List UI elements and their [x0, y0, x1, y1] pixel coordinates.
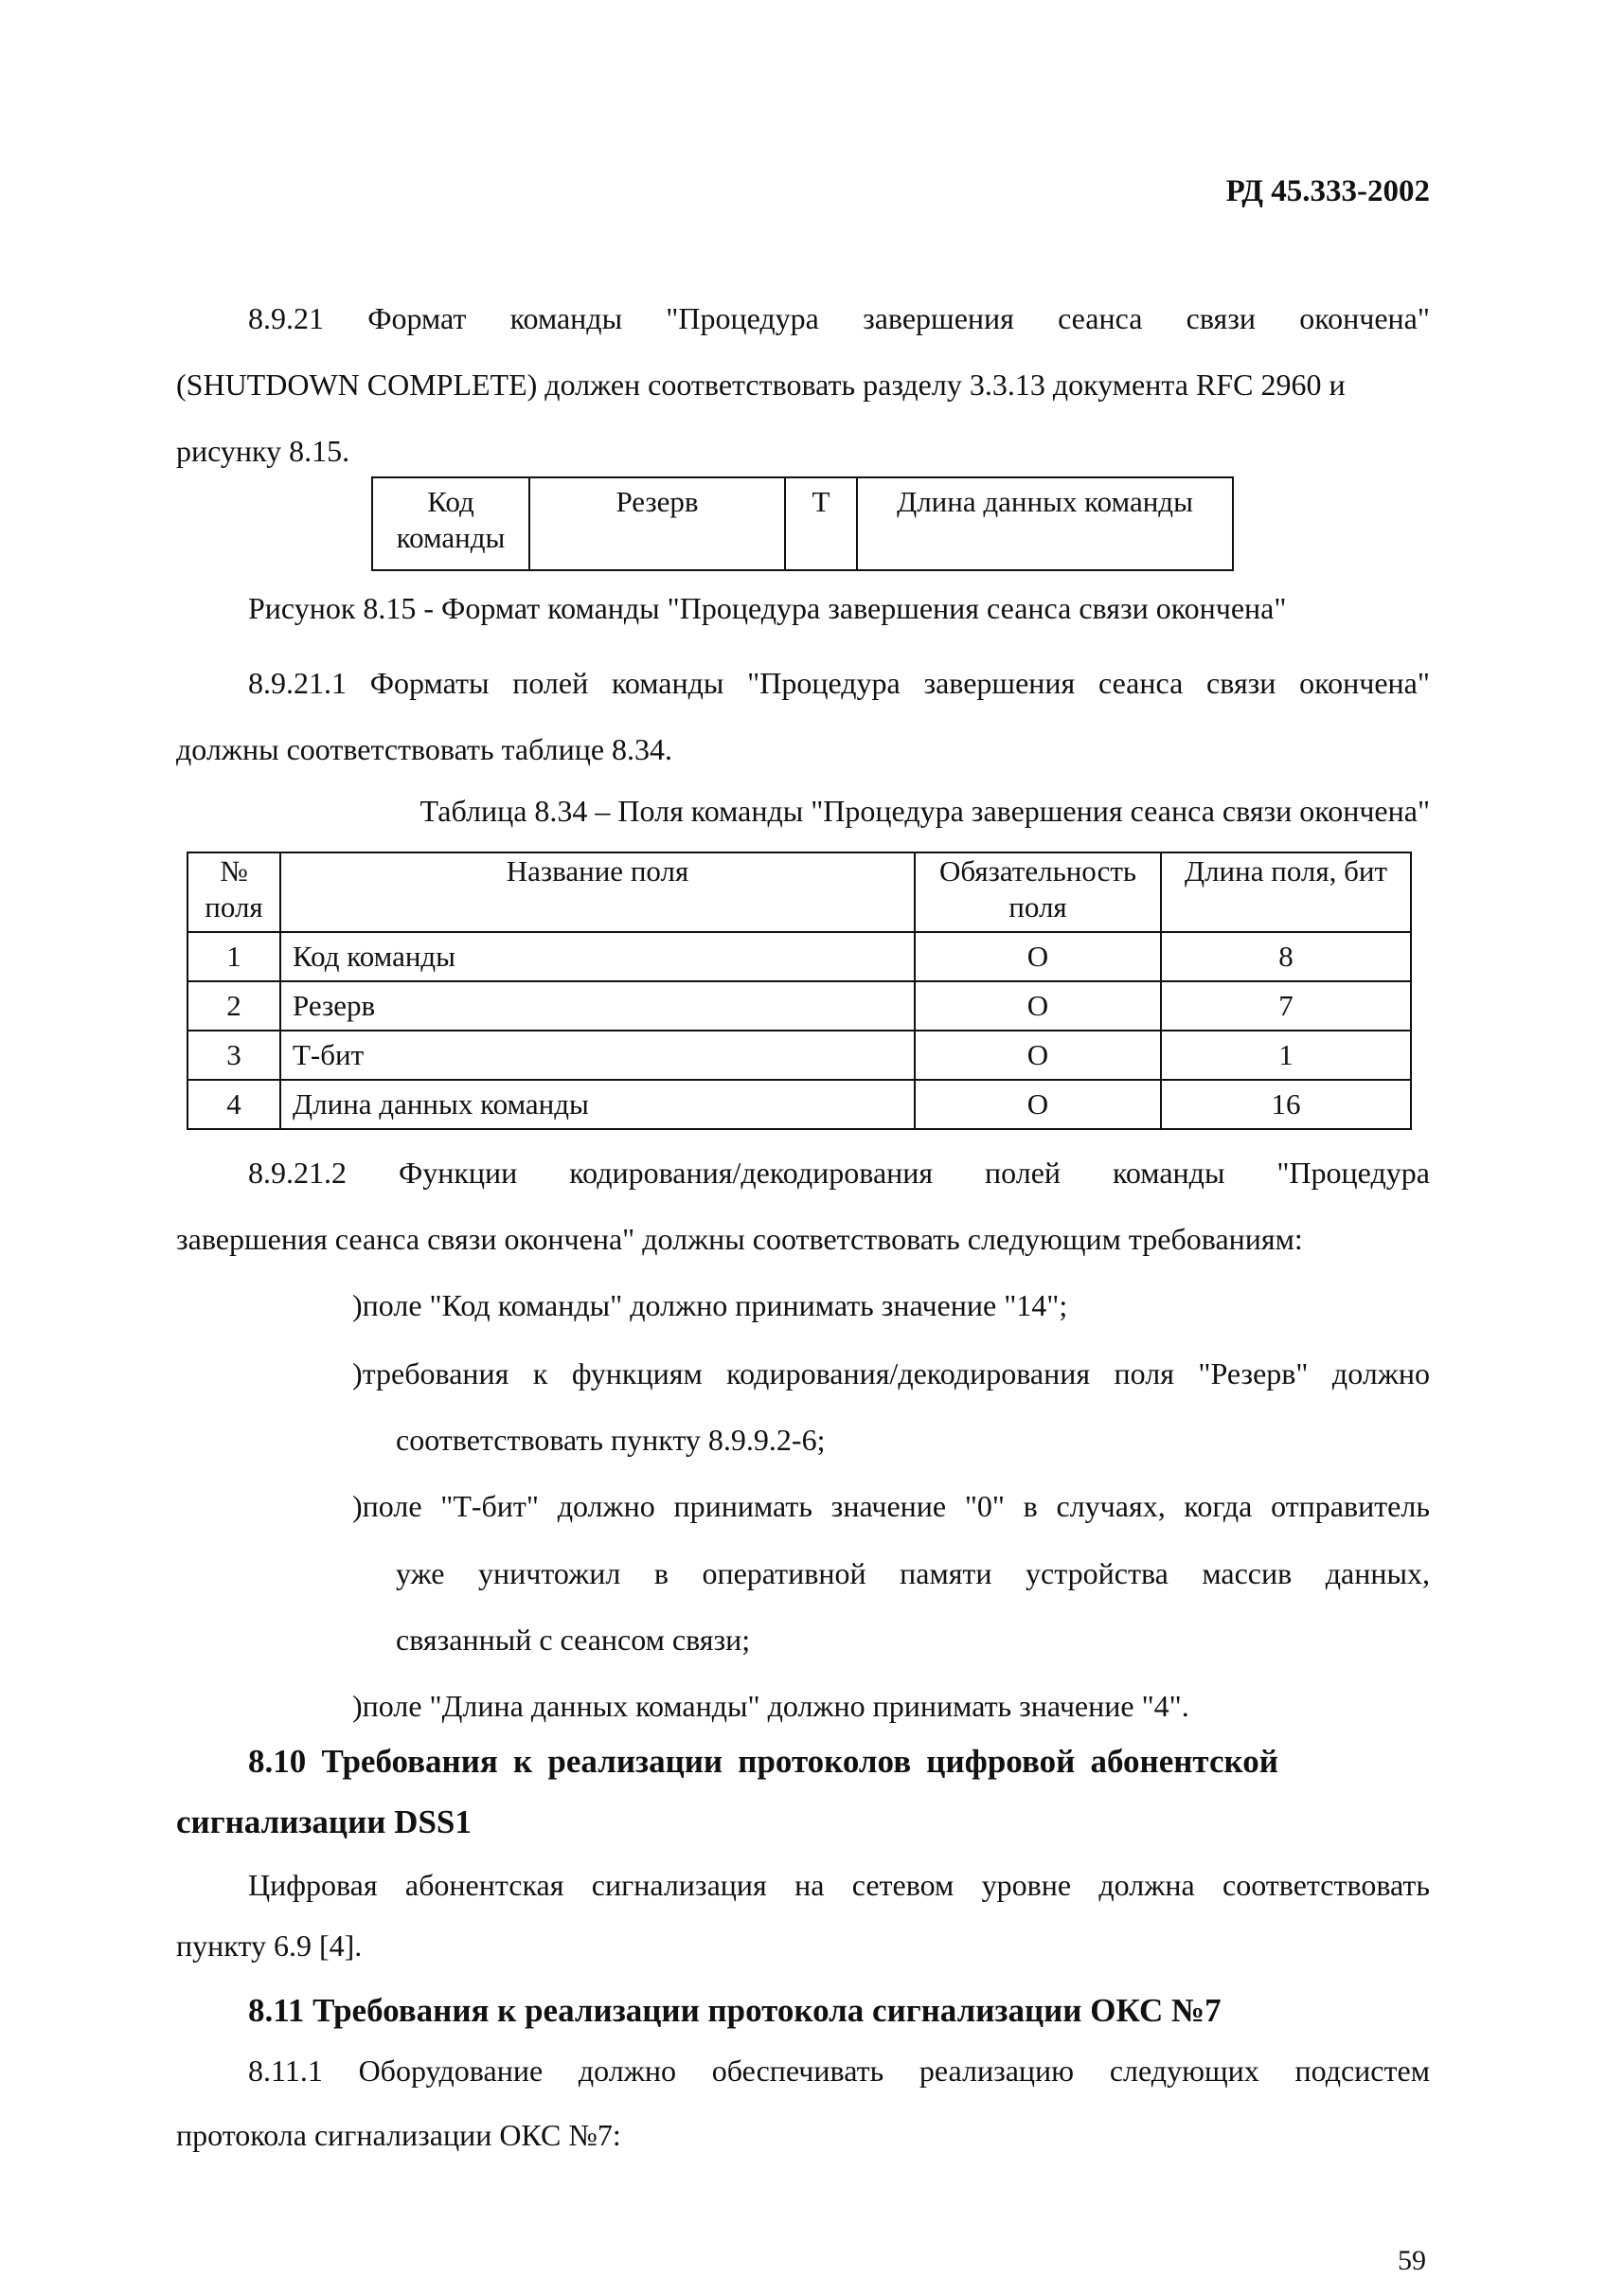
field-data-length: Длина данных команды [897, 485, 1193, 518]
table-row [187, 1080, 1411, 1129]
cell-length: 7 [1161, 981, 1411, 1031]
word: в [1023, 1489, 1038, 1523]
cell-name: Резерв [280, 981, 915, 1031]
list-item-code: )поле "Код команды" должно принимать значение "14"; [352, 1288, 1068, 1322]
cell-mandatory: О [915, 981, 1161, 1031]
word: должно [578, 2054, 676, 2088]
word: 8.10 [248, 1743, 307, 1780]
word: полей [985, 1156, 1062, 1190]
word: принимать [673, 1489, 812, 1523]
paragraph-8-9-21-line2: (SHUTDOWN COMPLETE) должен соответствовать разделу 3.3.13 документа RFC 2960 и [176, 368, 1346, 402]
word: Оборудование [358, 2054, 544, 2088]
word: уже [396, 1556, 445, 1590]
word: "0" [964, 1489, 1005, 1523]
section-8-10-title [248, 1743, 1278, 1781]
field-code: Код команды [373, 478, 530, 569]
word: должно [1331, 1356, 1430, 1390]
cell-mandatory: О [915, 1031, 1161, 1080]
cell-length: 8 [1161, 932, 1411, 981]
word: "Т-бит" [440, 1489, 539, 1523]
word: отправитель [1271, 1489, 1430, 1523]
word: поля [1114, 1356, 1174, 1390]
word: Требования [321, 1743, 498, 1780]
section-8-10-paragraph [248, 1868, 1430, 1903]
word: кодирования/декодирования [569, 1156, 934, 1190]
word: Форматы [369, 666, 490, 700]
word: функциям [571, 1356, 703, 1390]
paragraph-8-9-21-1-line2: должны соответствовать таблице 8.34. [176, 732, 673, 766]
word: 8.11.1 [248, 2054, 323, 2088]
word: случаях, [1056, 1489, 1166, 1523]
word: команды [509, 301, 623, 335]
fields-table [187, 852, 1412, 1130]
table-header-row [187, 852, 1411, 932]
paragraph-8-9-21-line1 [248, 301, 1430, 336]
section-8-10-paragraph-line2: пункту 6.9 [4]. [176, 1928, 363, 1963]
cell-no: 4 [187, 1080, 280, 1129]
list-item-length: )поле "Длина данных команды" должно принимать значение "4". [352, 1689, 1189, 1723]
word: абонентской [1090, 1743, 1278, 1780]
section-8-11-title: 8.11 Требования к реализации протокола сигнализации ОКС №7 [248, 1992, 1222, 2029]
word: "Процедура [666, 301, 819, 335]
paragraph-8-9-21-2-line1 [248, 1156, 1430, 1191]
cell-mandatory: О [915, 932, 1161, 981]
word: "Резерв" [1198, 1356, 1309, 1390]
cell-name: Т-бит [280, 1031, 915, 1080]
word: реализацию [919, 2054, 1075, 2088]
word: на [794, 1868, 825, 1902]
word: 8.9.21.1 [248, 666, 347, 700]
table-row [187, 981, 1411, 1031]
word: цифровой [926, 1743, 1076, 1780]
word: окончена" [1299, 301, 1430, 335]
word: абонентская [404, 1868, 564, 1902]
word: сеанса [1058, 301, 1143, 335]
word: кодирования/декодирования [726, 1356, 1091, 1390]
paragraph-8-9-21-2-line2: завершения сеанса связи окончена" должны соответствовать следующим требованиям: [176, 1222, 1303, 1256]
document-code-header: РД 45.333-2002 [1225, 174, 1430, 208]
word: подсистем [1294, 2054, 1430, 2088]
word: оперативной [702, 1556, 866, 1590]
word: завершения [923, 666, 1076, 700]
page-number: 59 [1398, 2245, 1426, 2276]
word: Функции [398, 1156, 518, 1190]
word: связи [1206, 666, 1276, 700]
word: должно [557, 1489, 655, 1523]
word: завершения [863, 301, 1014, 335]
cell-no: 2 [187, 981, 280, 1031]
cell-length: 16 [1161, 1080, 1411, 1129]
word: соответствовать [1222, 1868, 1430, 1902]
word: в [653, 1556, 669, 1590]
table-row [187, 932, 1411, 981]
section-8-11-paragraph [248, 2054, 1430, 2089]
cell-name: Код команды [280, 932, 915, 981]
list-item-reserve-cont: соответствовать пункту 8.9.9.2-6; [396, 1423, 826, 1457]
word: уровне [981, 1868, 1072, 1902]
word: сетевом [851, 1868, 955, 1902]
word: сеанса [1097, 666, 1184, 700]
cell-name: Длина данных команды [280, 1080, 915, 1129]
cell-mandatory: О [915, 1080, 1161, 1129]
word: 8.9.21.2 [248, 1156, 347, 1190]
cell-no: 1 [187, 932, 280, 981]
word: памяти [900, 1556, 992, 1590]
word: должна [1098, 1868, 1195, 1902]
word: команды [1112, 1156, 1225, 1190]
word: окончена" [1299, 666, 1430, 700]
word: к [532, 1356, 548, 1390]
table-title: Таблица 8.34 – Поля команды "Процедура завершения сеанса связи окончена" [419, 794, 1430, 828]
list-item-tbit [352, 1489, 1430, 1524]
word: уничтожил [477, 1556, 621, 1590]
word: реализации [547, 1743, 723, 1780]
list-item-tbit-cont [396, 1556, 1430, 1591]
header-no: № поля [187, 852, 280, 932]
word: протоколов [738, 1743, 912, 1780]
cell-no: 3 [187, 1031, 280, 1080]
word: связи [1186, 301, 1256, 335]
word: )требования [352, 1356, 509, 1390]
word: обеспечивать [711, 2054, 884, 2088]
section-8-11-paragraph-line2: протокола сигнализации ОКС №7: [176, 2118, 621, 2152]
word: Цифровая [248, 1868, 378, 1902]
word: полей [512, 666, 589, 700]
paragraph-8-9-21-line3: рисунку 8.15. [176, 434, 350, 468]
word: следующих [1109, 2054, 1259, 2088]
header-length: Длина поля, бит [1161, 852, 1411, 932]
word: сигнализация [591, 1868, 767, 1902]
word: значение [830, 1489, 947, 1523]
word: к [513, 1743, 533, 1780]
word: Формат [367, 301, 467, 335]
list-item-tbit-cont2: связанный с сеансом связи; [396, 1623, 751, 1657]
figure-caption: Рисунок 8.15 - Формат команды "Процедура завершения сеанса связи окончена" [248, 591, 1287, 625]
word: "Процедура [1276, 1156, 1430, 1190]
word: устройства [1026, 1556, 1169, 1590]
word: данных, [1325, 1556, 1430, 1590]
section-8-10-title-line2: сигнализации DSS1 [176, 1803, 472, 1840]
word: )поле [352, 1489, 422, 1523]
header-mandatory: Обязательность поля [915, 852, 1161, 932]
field-reserve: Резерв [530, 478, 786, 569]
command-format-diagram [371, 476, 1234, 571]
word: 8.9.21 [248, 301, 324, 335]
word: команды [611, 666, 724, 700]
word: когда [1184, 1489, 1253, 1523]
table-row [187, 1031, 1411, 1080]
cell-length: 1 [1161, 1031, 1411, 1080]
list-item-reserve [352, 1356, 1430, 1391]
paragraph-8-9-21-1-line1 [248, 666, 1430, 701]
header-name: Название поля [280, 852, 915, 932]
word: "Процедура [747, 666, 901, 700]
field-t: Т [786, 478, 858, 569]
word: массив [1202, 1556, 1293, 1590]
